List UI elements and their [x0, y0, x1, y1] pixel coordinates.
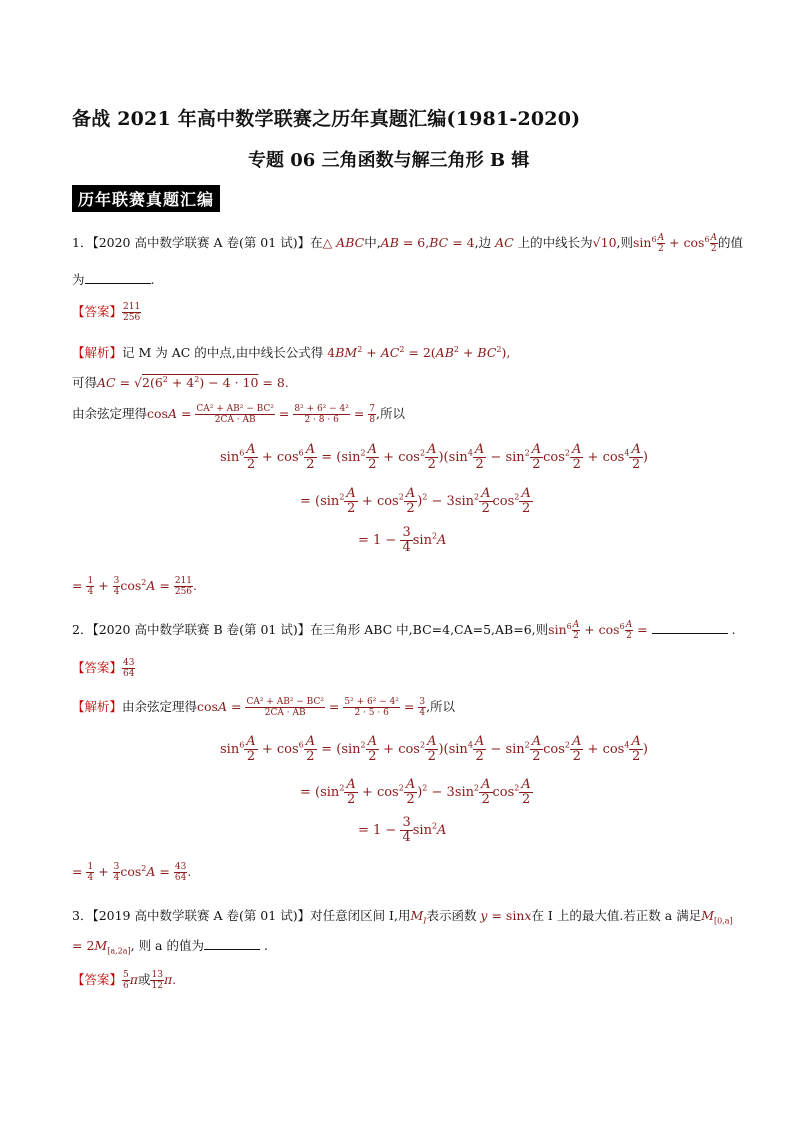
q1-equation-1: $\sin^6$ $\frac{A}{2}$ + $\cos^6$ $\frac{A}{2}$ = ($\sin^2$ $\frac{A}{2}$ + $\cos^2$ $\frac{A}{2}$ )($\sin^4$ $\frac{A}{2}$ − $\sin^2$ $\frac{A}{2}$ $\cos^2$ $\frac{A}{2}$ + $\cos^4$ $\frac{A}{2}$ ) — [220, 442, 648, 472]
q3-answer: 【答案】 $\frac{5}{6}$ π或 $\frac{13}{12}$ π. — [72, 970, 177, 991]
q1-solution-label: 【解析】 — [72, 345, 123, 360]
q1-answer-label: 【答案】 — [72, 304, 123, 319]
q1-stem-text: 1．【2020 高中数学联赛 A 卷(第 01 试)】在 — [72, 235, 323, 250]
q3-answer-blank — [204, 937, 260, 950]
q3-stem-text: 3．【2019 高中数学联赛 A 卷(第 01 试)】对任意闭区间 I,用 — [72, 908, 411, 923]
q2-answer-value: $\frac{43}{64}$ — [123, 658, 135, 679]
q2-solution-line1: 【解析】由余弦定理得cosA = $\frac{\text{CA² + AB² − BC²}}{2CA \cdot AB}$ = $\frac{\text{5² + 6² − 4²}}{2 \cdot 5 \cdot 6}$ = $\frac{3}{4}$ ,所以 — [72, 697, 456, 718]
q3-stem: 3．【2019 高中数学联赛 A 卷(第 01 试)】对任意闭区间 I,用$M_I$表示函数 y = sinx在 I 上的最大值.若正数 a 满足$M_{[0,a]}$ — [72, 908, 733, 926]
q1-solution-line1: 【解析】记 M 为 AC 的中点,由中线长公式得 $4BM^2 + AC^2 = 2(AB^2 + BC^2)$, — [72, 344, 511, 360]
q1-stem-line2: 为 . — [72, 272, 155, 287]
q3-stem-line2: = $2M_{[a,2a]}$, 则 a 的值为 . — [72, 938, 268, 956]
q1-final: = $\frac{1}{4}$ + $\frac{3}{4}$ $\cos^2A$ = $\frac{211}{256}$ . — [72, 576, 198, 597]
q2-answer-label: 【答案】 — [72, 660, 123, 675]
document-subtitle: 专题 06 三角函数与解三角形 B 辑 — [248, 150, 530, 171]
q1-answer — [72, 302, 141, 323]
q2-stem: 2．【2020 高中数学联赛 B 卷(第 01 试)】在三角形 ABC 中,BC=4,CA=5,AB=6,则$\sin^6$ $\frac{A}{2}$ + $\cos^6$ $\frac{A}{2}$ = . — [72, 620, 736, 641]
q2-answer-blank — [652, 621, 728, 634]
q2-equation-3: = 1 − $\frac{3}{4}$ $\sin^2A$ — [358, 815, 447, 845]
q1-answer-blank — [85, 271, 151, 284]
q2-answer — [72, 658, 135, 679]
q1-stem: 1．【2020 高中数学联赛 A 卷(第 01 试)】在△ ABC中,AB = 6,BC = 4,边 AC 上的中线长为√10,则$\sin^6$ $\frac{A}{2}$ + $\cos^6$ $\frac{A}{2}$ 的值 — [72, 233, 744, 254]
q1-equation-2: = ($\sin^2$ $\frac{A}{2}$ + $\cos^2$ $\frac{A}{2}$ )$^2 - 3\sin^2$ $\frac{A}{2}$ $\cos^2$ $\frac{A}{2}$ — [300, 486, 531, 516]
q1-solution-line3: 由余弦定理得cosA = $\frac{\text{CA² + AB² − BC²}}{2CA \cdot AB}$ = $\frac{\text{8² + 6² − 4²}}{2 \cdot 8 \cdot 6}$ = $\frac{7}{8}$ ,所以 — [72, 404, 406, 425]
q2-equation-2: = ($\sin^2$ $\frac{A}{2}$ + $\cos^2$ $\frac{A}{2}$ )$^2 - 3\sin^2$ $\frac{A}{2}$ $\cos^2$ $\frac{A}{2}$ — [300, 777, 531, 807]
q2-final: = $\frac{1}{4}$ + $\frac{3}{4}$ $\cos^2A$ = $\frac{43}{64}$ . — [72, 862, 192, 883]
q1-equation-3: = 1 − $\frac{3}{4}$ $\sin^2A$ — [358, 525, 447, 555]
q2-equation-1: $\sin^6$ $\frac{A}{2}$ + $\cos^6$ $\frac{A}{2}$ = ($\sin^2$ $\frac{A}{2}$ + $\cos^2$ $\frac{A}{2}$ )($\sin^4$ $\frac{A}{2}$ − $\sin^2$ $\frac{A}{2}$ $\cos^2$ $\frac{A}{2}$ + $\cos^4$ $\frac{A}{2}$ ) — [220, 734, 648, 764]
q3-answer-label: 【答案】 — [72, 972, 123, 987]
section-banner: 历年联赛真题汇编 — [72, 185, 220, 212]
q1-solution-line2: 可得AC = $√2(6^2 + 4^2) - 4 \cdot 10 = 8$. — [72, 374, 289, 390]
q2-stem-text: 2．【2020 高中数学联赛 B 卷(第 01 试)】在三角形 ABC 中,BC=4,CA=5,AB=6,则 — [72, 622, 549, 637]
document-title: 备战 2021 年高中数学联赛之历年真题汇编(1981-2020) — [72, 108, 581, 130]
q1-answer-value: $\frac{211}{256}$ — [123, 302, 141, 323]
q2-solution-label: 【解析】 — [72, 699, 123, 714]
